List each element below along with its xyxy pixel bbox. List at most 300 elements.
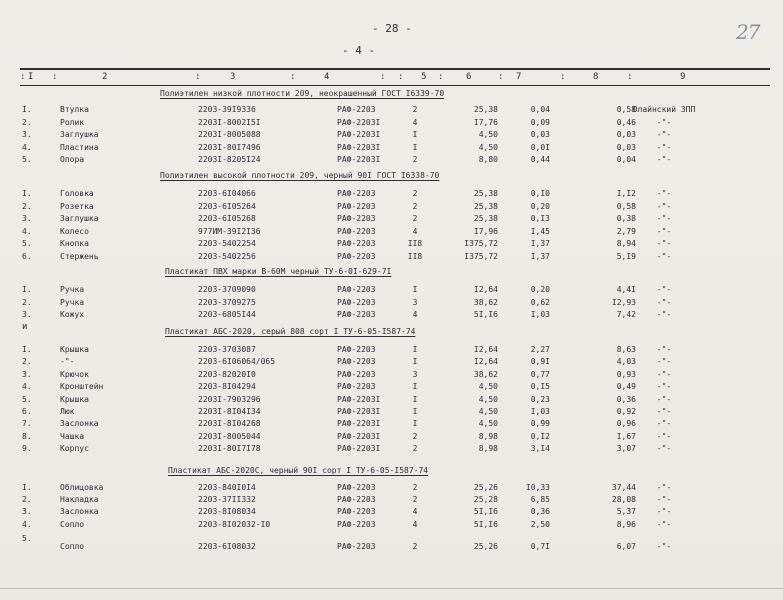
cell-name: Крышка [60,345,89,354]
cell-n: I. [22,483,32,492]
cell-v8: 4,03 [616,357,636,367]
cell-v9: -"- [656,310,672,320]
section-title: Пластикат АБС-2020, серый 808 сорт I ТУ-6-05-I587-74 [165,327,416,336]
cell-n: 5. [22,239,32,249]
column-separator: : [380,72,386,82]
cell-qty: I [412,285,418,294]
cell-model: РАФ-2203I [337,431,381,441]
cell-n: 3. [22,214,32,224]
cell-v9: -"- [656,345,672,354]
cell-code: 2203-8I02032-I0 [198,519,271,529]
cell-code: 2203-8I04294 [198,382,256,392]
cell-n: 3. [22,310,32,320]
cell-code: 2203-5402256 [198,252,256,261]
cell-model: РАФ-2203 [337,239,376,249]
cell-v7: 0,77 [530,369,550,379]
cell-v9: -"- [656,519,672,529]
cell-code: 2203I-8I04I34 [198,407,261,416]
cell-v6: I7,76 [473,117,498,127]
cell-v7: 0,23 [530,394,550,404]
cell-qty: I [412,142,418,152]
cell-v6: 25,38 [473,201,498,211]
cell-n: 3. [22,507,32,517]
cell-v8: 8,96 [616,519,636,529]
cell-qty: 4 [412,117,418,127]
cell-v8: I2,93 [611,297,636,307]
cell-model: РАФ-2203 [337,201,376,211]
cell-qty: 2 [412,155,418,165]
cell-v8: 0,03 [616,142,636,152]
table-row [0,227,783,239]
cell-qty: I [412,394,418,404]
cell-name: Пластина [60,142,99,152]
cell-v9: -"- [656,357,672,367]
cell-qty: I [412,382,418,392]
cell-v8: 4,4I [616,285,636,294]
cell-v6: 8,80 [478,155,498,165]
cell-v8: 8,63 [616,345,636,354]
cell-model: РАФ-2203 [337,369,376,379]
cell-v7: 0,20 [530,201,550,211]
cell-n: 6. [22,407,32,416]
cell-v6: 5I,I6 [473,310,498,320]
cell-qty: 2 [412,214,418,224]
table-row [0,298,783,310]
cell-v9: -"- [656,117,672,127]
table-row [0,252,783,264]
cell-model: РАФ-2203 [337,507,376,517]
cell-v8: 0,46 [616,117,636,127]
cell-qty: II8 [407,252,423,261]
cell-name: Ручка [60,285,85,294]
cell-v6: 4,50 [478,130,498,140]
cell-v6: I375,72 [464,252,498,261]
cell-qty: 2 [412,444,418,454]
cell-v9: -"- [656,155,672,165]
cell-v9: -"- [656,297,672,307]
table-row [0,495,783,507]
cell-v7: 0,9I [530,357,550,367]
cell-qty: 4 [412,226,418,236]
cell-v9: -"- [656,214,672,224]
cell-name: Заглушка [60,214,99,224]
cell-v7: 3,I4 [530,444,550,454]
cell-v7: 0,36 [530,507,550,517]
cell-model: РАФ-2203 [337,105,376,114]
cell-v9: Олайнский ЗПП [632,105,696,114]
cell-v6: 25,38 [473,214,498,224]
cell-v9: -"- [656,142,672,152]
column-header: 7 [516,72,522,82]
cell-model: РАФ-2203 [337,297,376,307]
cell-v8: 37,44 [611,483,636,492]
cell-qty: 2 [412,431,418,441]
cell-code: 2203-8I08034 [198,507,256,517]
cell-model: РАФ-2203 [337,252,376,261]
cell-name: Накладка [60,495,99,505]
cell-v8: 7,42 [616,310,636,320]
cell-v8: 0,36 [616,394,636,404]
cell-v7: 0,I3 [530,214,550,224]
cell-v8: 0,04 [616,155,636,165]
cell-n: I. [22,189,32,198]
cell-v7: I,45 [530,226,550,236]
cell-v9: -"- [656,541,672,551]
cell-code: 2203-6I04066 [198,189,256,198]
cell-v7: 0,7I [530,541,550,551]
cell-v8: 0,93 [616,369,636,379]
table-row [0,520,783,532]
table-row [0,533,783,554]
cell-n: 4. [22,382,32,392]
cell-v8: 28,08 [611,495,636,505]
cell-v7: 0,09 [530,117,550,127]
cell-qty: I [412,345,418,354]
cell-model: РАФ-2203I [337,394,381,404]
cell-v6: 5I,I6 [473,519,498,529]
cell-name: Опора [60,155,85,165]
cell-v8: 0,03 [616,130,636,140]
cell-n: I. [22,105,32,114]
cell-model: РАФ-2203 [337,495,376,505]
cell-v8: 0,38 [616,214,636,224]
cell-qty: 3 [412,369,418,379]
column-header: 9 [680,72,686,82]
cell-v9: -"- [656,495,672,505]
cell-v6: 38,62 [473,369,498,379]
column-separator: : [438,72,444,82]
cell-v6: 8,98 [478,431,498,441]
cell-code: 2203-3709090 [198,285,256,294]
cell-name: Головка [60,189,94,198]
cell-name: Кнопка [60,239,89,249]
cell-n: 4. [22,226,32,236]
cell-name: Сопло [60,541,85,551]
page-bottom-edge [0,588,783,589]
column-separator: : [52,72,58,82]
cell-v9: -"- [656,483,672,492]
cell-code: 2203-3709275 [198,297,256,307]
cell-v6: I2,64 [473,345,498,354]
cell-v7: I,03 [530,310,550,320]
cell-qty: I [412,419,418,429]
table-row [0,143,783,155]
cell-model: РАФ-2203 [337,214,376,224]
cell-name: Ролик [60,117,85,127]
table-row [0,382,783,394]
section-title: Полиэтилен высокой плотности 209, черный 90I ГОСТ I6338-70 [160,171,440,180]
cell-v8: 0,96 [616,419,636,429]
cell-v7: 2,27 [530,345,550,354]
cell-model: РАФ-2203 [337,541,376,551]
section-title: Пластикат ПВХ марки В-60М черный ТУ-6-0I-629-7I [165,267,392,276]
cell-v6: 25,26 [473,541,498,551]
cell-n: 5. [22,394,32,404]
cell-v6: 8,98 [478,444,498,454]
table-row [0,507,783,519]
cell-v7: 2,50 [530,519,550,529]
cell-name: Ручка [60,297,85,307]
table-row [0,130,783,142]
cell-n: 7. [22,419,32,429]
cell-v9: -"- [656,431,672,441]
cell-n: 2. [22,495,32,505]
table-row [0,118,783,130]
cell-v6: 5I,I6 [473,507,498,517]
cell-v6: 4,50 [478,142,498,152]
cell-name: Втулка [60,105,89,114]
cell-v6: 4,50 [478,419,498,429]
cell-v6: I375,72 [464,239,498,249]
cell-name: -"- [60,357,75,367]
cell-code: 2203-6I05268 [198,214,256,224]
cell-n: 2. [22,357,32,367]
cell-n: 5. [22,155,32,165]
cell-code: 2203-6805I44 [198,310,256,320]
cell-name: Люк [60,407,75,416]
cell-qty: I [412,357,418,367]
cell-model: РАФ-2203 [337,519,376,529]
cell-code: 2203-37II332 [198,495,256,505]
column-header: I [28,72,34,82]
cell-v6: 25,38 [473,105,498,114]
cell-v6: 25,38 [473,189,498,198]
cell-name: Заслонка [60,507,99,517]
cell-qty: 2 [412,483,418,492]
cell-n: 2. [22,201,32,211]
cell-code: 2203I-80I7496 [198,142,261,152]
cell-code: 2203-840I0I4 [198,483,256,492]
table-row [0,444,783,456]
cell-v9: -"- [656,369,672,379]
cell-n: I. [22,285,32,294]
cell-v7: 0,I0 [530,189,550,198]
cell-v9: -"- [656,201,672,211]
cell-v9: -"- [656,382,672,392]
cell-name: Чашка [60,431,85,441]
table-row [0,155,783,167]
cell-qty: 3 [412,297,418,307]
cell-code: 2203-39I9336 [198,105,256,114]
cell-n: 9. [22,444,32,454]
cell-code: 2203I-80I7I78 [198,444,261,454]
table-row [0,345,783,357]
cell-name: Кронштейн [60,382,104,392]
cell-v8: 8,94 [616,239,636,249]
cell-name: Крышка [60,394,89,404]
cell-model: РАФ-2203I [337,117,381,127]
cell-qty: II8 [407,239,423,249]
cell-n: 6. [22,252,32,261]
cell-v6: 25,26 [473,483,498,492]
cell-v8: I,I2 [616,189,636,198]
cell-qty: 4 [412,519,418,529]
cell-n: 3. [22,369,32,379]
cell-code: 2203-82020I0 [198,369,256,379]
cell-code: 2203-6I06064/065 [198,357,276,367]
cell-v6: 38,62 [473,297,498,307]
cell-qty: 4 [412,507,418,517]
cell-n: 4. [22,519,32,529]
page-number-second: - 4 - [342,44,376,57]
table-row [0,357,783,369]
cell-code: 2203I-8I04268 [198,419,261,429]
cell-code: 2203I-8002I5I [198,117,261,127]
cell-name: Сопло [60,519,85,529]
column-header: 3 [230,72,236,82]
table-row [0,432,783,444]
cell-v8: 2,79 [616,226,636,236]
corner-page-number: 27 [736,20,760,44]
table-row [0,214,783,226]
cell-v7: 0,20 [530,285,550,294]
cell-code: 2203-3703087 [198,345,256,354]
cell-v7: 0,44 [530,155,550,165]
cell-v8: 0,49 [616,382,636,392]
cell-v7: I,37 [530,239,550,249]
cell-v9: -"- [656,407,672,416]
header-bottom-rule [20,85,770,86]
cell-code: 2203I-8005088 [198,130,261,140]
cell-name: Крючок [60,369,89,379]
cell-code: 977ИМ-39I2I36 [198,226,261,236]
cell-model: РАФ-2203 [337,483,376,492]
cell-v7: 0,I2 [530,431,550,441]
cell-n: 2. [22,117,32,127]
cell-v9: -"- [656,507,672,517]
column-separator: : [195,72,201,82]
cell-qty: 2 [412,495,418,505]
table-row [0,407,783,419]
column-separator: : [20,72,26,82]
cell-v6: 4,50 [478,394,498,404]
cell-model: РАФ-2203 [337,357,376,367]
table-row [0,105,783,117]
table-row [0,189,783,201]
table-row [0,395,783,407]
cell-v6: I7,96 [473,226,498,236]
cell-v9: -"- [656,285,672,294]
cell-code: 2203I-7903296 [198,394,261,404]
cell-qty: 4 [412,310,418,320]
table-row [0,370,783,382]
cell-n: 8. [22,431,32,441]
cell-v7: 0,99 [530,419,550,429]
column-header: 6 [466,72,472,82]
cell-v6: I2,64 [473,357,498,367]
table-row [0,419,783,431]
cell-code: 2203-5402254 [198,239,256,249]
cell-model: РАФ-2203 [337,345,376,354]
cell-code: 2203-6I05264 [198,201,256,211]
cell-v7: 0,03 [530,130,550,140]
page-number-top: - 28 - [372,22,412,35]
cell-n: 5. [22,533,32,543]
table-row [0,202,783,214]
cell-name: Розетка [60,201,94,211]
cell-v9: -"- [656,419,672,429]
cell-v7: I,37 [530,252,550,261]
cell-v6: 4,50 [478,407,498,416]
cell-qty: 2 [412,189,418,198]
cell-model: РАФ-2203I [337,444,381,454]
cell-v8: 0,92 [616,407,636,416]
cell-model: РАФ-2203I [337,142,381,152]
cell-v9: -"- [656,239,672,249]
column-header: 8 [593,72,599,82]
cell-v7: 0,62 [530,297,550,307]
cell-n: 4. [22,142,32,152]
header-top-rule [20,68,770,70]
cell-v6: I2,64 [473,285,498,294]
cell-name: Облицовка [60,483,104,492]
column-header: 5 [421,72,427,82]
cell-model: РАФ-2203I [337,419,381,429]
cell-v8: 5,I9 [616,252,636,261]
cell-name: Стержень [60,252,99,261]
cell-name: Заглушка [60,130,99,140]
cell-v7: 0,I5 [530,382,550,392]
cell-qty: 2 [412,541,418,551]
cell-model: РАФ-2203I [337,407,381,416]
cell-qty: I [412,130,418,140]
cell-name: Заслонка [60,419,99,429]
cell-n: 3. [22,130,32,140]
cell-model: РАФ-2203I [337,155,381,165]
cell-code: 2203I-8005044 [198,431,261,441]
margin-mark: и [22,322,28,332]
table-row [0,239,783,251]
cell-code: 2203I-8205I24 [198,155,261,165]
cell-model: РАФ-2203 [337,189,376,198]
cell-qty: 2 [412,105,418,114]
cell-v9: -"- [656,130,672,140]
cell-v6: 25,28 [473,495,498,505]
cell-v9: -"- [656,394,672,404]
table-row [0,483,783,495]
cell-qty: 2 [412,201,418,211]
cell-v9: -"- [656,226,672,236]
cell-v8: I,67 [616,431,636,441]
cell-v6: 4,50 [478,382,498,392]
cell-v7: I0,33 [525,483,550,492]
column-separator: : [290,72,296,82]
section-title: Полиэтилен низкой плотности 209, неокрашенный ГОСТ I6339-70 [160,89,445,98]
column-separator: : [560,72,566,82]
cell-n: 2. [22,297,32,307]
cell-v8: 6,07 [616,541,636,551]
cell-v9: -"- [656,444,672,454]
cell-v8: 0,58 [616,105,636,114]
cell-model: РАФ-2203 [337,382,376,392]
cell-v8: 3,07 [616,444,636,454]
table-row [0,310,783,322]
cell-v9: -"- [656,252,672,261]
cell-v7: 0,04 [530,105,550,114]
column-separator: : [498,72,504,82]
cell-v8: 0,58 [616,201,636,211]
cell-n: I. [22,345,32,354]
table-row [0,285,783,297]
cell-model: РАФ-2203 [337,226,376,236]
cell-v9: -"- [656,189,672,198]
cell-name: Кожух [60,310,85,320]
cell-name: Колесо [60,226,89,236]
cell-code: 2203-6I08032 [198,541,256,551]
cell-model: РАФ-2203 [337,285,376,294]
cell-model: РАФ-2203I [337,130,381,140]
column-separator: : [398,72,404,82]
